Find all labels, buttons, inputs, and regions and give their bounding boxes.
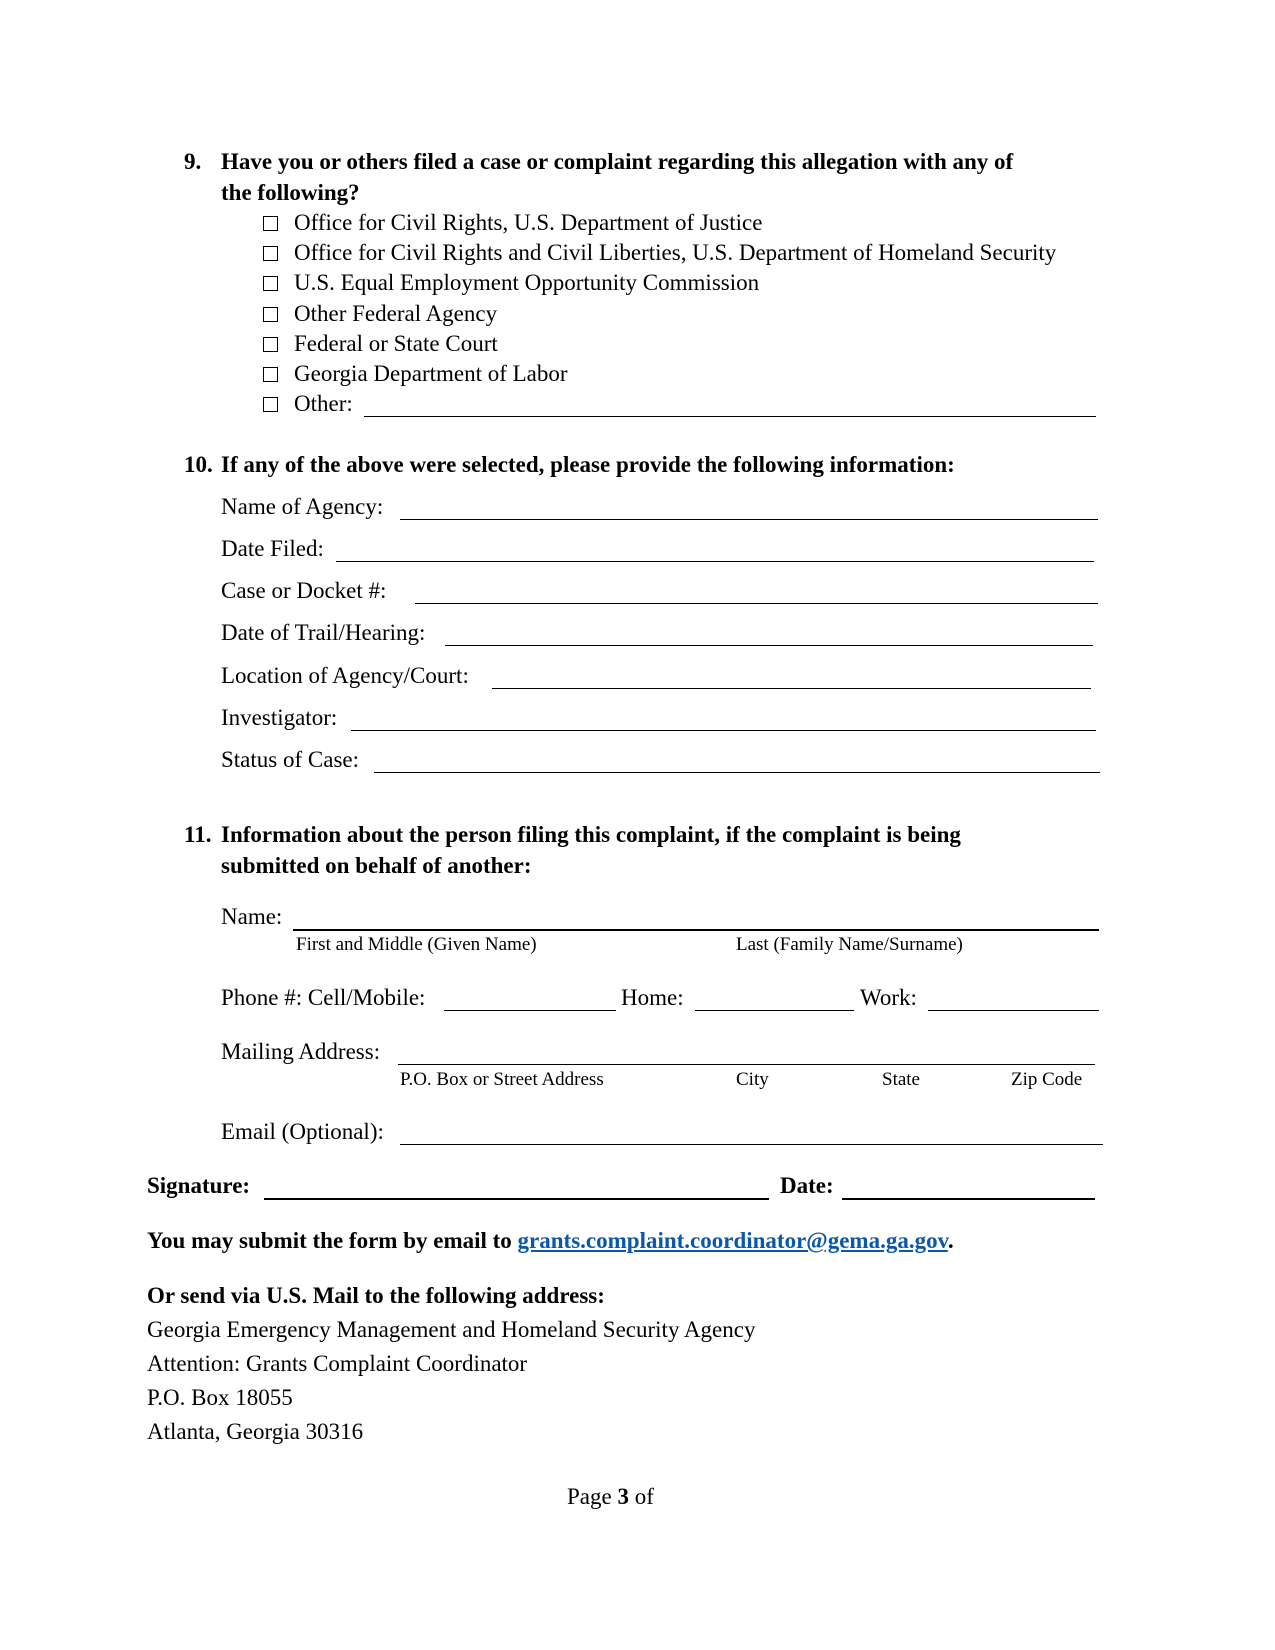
location-label: Location of Agency/Court:: [221, 663, 469, 688]
email-label: Email (Optional):: [221, 1119, 384, 1144]
date-label: Date:: [780, 1173, 834, 1198]
q10-number: 10.: [184, 452, 213, 477]
checkbox[interactable]: [263, 337, 278, 352]
q9-option-label: U.S. Equal Employment Opportunity Commission: [294, 270, 760, 295]
submit-period: .: [947, 1228, 954, 1253]
q9-option-label: Office for Civil Rights, U.S. Department of Justice: [294, 210, 763, 235]
home-label: Home:: [621, 985, 684, 1010]
checkbox[interactable]: [263, 367, 278, 382]
q9-other-line: [364, 416, 1096, 417]
investigator-input[interactable]: [351, 704, 1100, 730]
trial-date-input[interactable]: [445, 619, 1097, 645]
q10-question: If any of the above were selected, please provide the following information:: [221, 452, 955, 477]
name-sub-first: First and Middle (Given Name): [296, 934, 537, 955]
address-line: Atlanta, Georgia 30316: [147, 1419, 364, 1444]
agency-name-line: [400, 519, 1098, 520]
case-docket-input[interactable]: [415, 577, 1102, 603]
q9-option-doj[interactable]: [263, 208, 762, 238]
q11-question-line2: submitted on behalf of another:: [221, 853, 532, 878]
status-input[interactable]: [374, 746, 1104, 772]
q9-question-line2: the following?: [221, 180, 360, 205]
q9-option-label: Other:: [294, 391, 353, 416]
date-filed-line: [336, 561, 1094, 562]
signature-label: Signature:: [147, 1173, 251, 1198]
address-line: Georgia Emergency Management and Homeland Security Agency: [147, 1317, 756, 1342]
trial-date-line: [445, 645, 1093, 646]
checkbox[interactable]: [263, 216, 278, 231]
checkbox[interactable]: [263, 397, 278, 412]
q9-question-line1: Have you or others filed a case or complaint regarding this allegation with any of: [221, 149, 1014, 174]
mail-heading: Or send via U.S. Mail to the following address:: [147, 1283, 605, 1308]
agency-name-input[interactable]: [400, 493, 1102, 519]
filer-name-label: Name:: [221, 904, 283, 929]
date-filed-label: Date Filed:: [221, 536, 324, 561]
name-sub-last: Last (Family Name/Surname): [736, 934, 963, 955]
home-line: [695, 1010, 854, 1011]
q11-question-line1: Information about the person filing this complaint, if the complaint is being: [221, 822, 961, 847]
q9-option-dhs[interactable]: [263, 238, 1056, 268]
location-input[interactable]: [492, 662, 1095, 688]
work-label: Work:: [860, 985, 917, 1010]
address-line: Attention: Grants Complaint Coordinator: [147, 1351, 528, 1376]
page-prefix: Page: [567, 1484, 612, 1509]
date-filed-input[interactable]: [336, 535, 1098, 561]
q9-option-labor[interactable]: [263, 359, 568, 389]
cell-label: Phone #: Cell/Mobile:: [221, 985, 426, 1010]
date-line: [842, 1198, 1095, 1200]
q9-option-label: Office for Civil Rights and Civil Liberties, U.S. Department of Homeland Security: [294, 240, 1057, 265]
status-line: [374, 772, 1100, 773]
submit-instructions: [147, 1228, 954, 1254]
q9-option-label: Georgia Department of Labor: [294, 361, 568, 386]
q9-other-input[interactable]: [364, 390, 1100, 416]
q11-question: [221, 819, 961, 881]
status-label: Status of Case:: [221, 747, 359, 772]
submit-text: You may submit the form by email to: [147, 1228, 512, 1253]
investigator-line: [351, 730, 1096, 731]
mailing-line: [398, 1064, 1095, 1065]
email-line: [400, 1144, 1103, 1145]
work-line: [928, 1010, 1099, 1011]
coordinator-email-link[interactable]: grants.complaint.coordinator@gema.ga.gov: [517, 1228, 948, 1253]
q9-number: 9.: [184, 149, 202, 174]
page-suffix: of: [634, 1484, 654, 1509]
work-input[interactable]: [928, 984, 1103, 1010]
trial-date-label: Date of Trail/Hearing:: [221, 620, 426, 645]
addr-sub-city: City: [736, 1069, 769, 1090]
addr-sub-zip: Zip Code: [1011, 1069, 1083, 1090]
q9-option-court[interactable]: [263, 329, 498, 359]
date-input[interactable]: [842, 1172, 1099, 1198]
case-docket-label: Case or Docket #:: [221, 578, 387, 603]
checkbox[interactable]: [263, 276, 278, 291]
mailing-input[interactable]: [398, 1038, 1099, 1064]
q9-option-label: Other Federal Agency: [294, 301, 498, 326]
signature-line: [264, 1198, 769, 1200]
q9-option-other[interactable]: [263, 389, 353, 419]
location-line: [492, 688, 1091, 689]
q9-option-eeoc[interactable]: [263, 268, 759, 298]
checkbox[interactable]: [263, 246, 278, 261]
addr-sub-state: State: [882, 1069, 920, 1090]
checkbox[interactable]: [263, 307, 278, 322]
q9-option-label: Federal or State Court: [294, 331, 498, 356]
q9-question: [221, 146, 1013, 208]
addr-sub-street: P.O. Box or Street Address: [400, 1069, 604, 1090]
mailing-label: Mailing Address:: [221, 1039, 381, 1064]
investigator-label: Investigator:: [221, 705, 338, 730]
filer-name-line: [293, 929, 1099, 931]
signature-input[interactable]: [264, 1172, 773, 1198]
q9-option-other-federal[interactable]: [263, 299, 497, 329]
address-line: P.O. Box 18055: [147, 1385, 293, 1410]
cell-input[interactable]: [444, 984, 620, 1010]
agency-name-label: Name of Agency:: [221, 494, 384, 519]
page-number: 3: [617, 1484, 629, 1509]
cell-line: [444, 1010, 616, 1011]
case-docket-line: [415, 603, 1098, 604]
page-footer: [567, 1484, 654, 1510]
filer-name-input[interactable]: [293, 903, 1103, 929]
q11-number: 11.: [184, 822, 212, 847]
email-input[interactable]: [400, 1118, 1107, 1144]
home-input[interactable]: [695, 984, 858, 1010]
